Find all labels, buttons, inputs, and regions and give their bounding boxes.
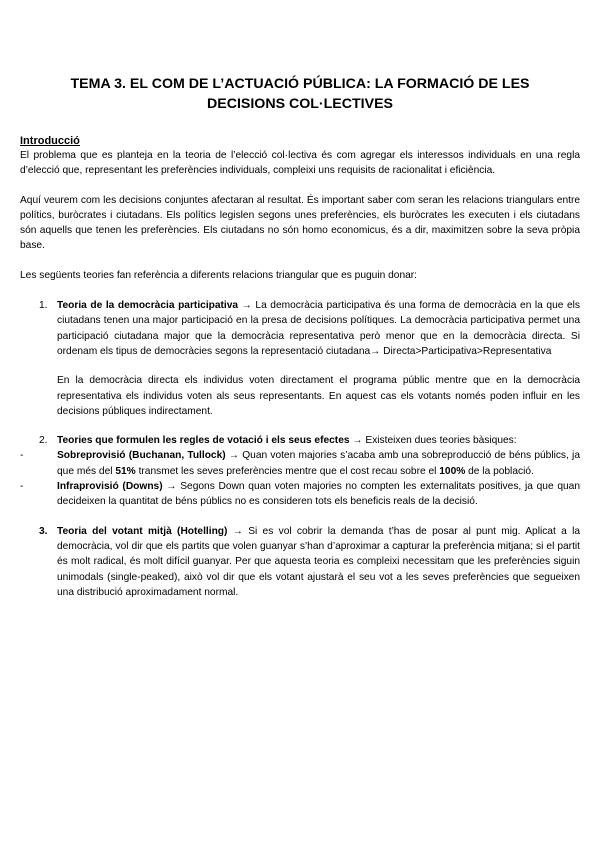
list-item-text: → Si es vol cobrir la demanda t’has de posar al punt mig. Aplicat a la democràcia, vol dir que els partits que volen guanyar s’han d’aproximar a capturar la preferència mitjana; si el partit és molt radical, és molt difícil guanyar. Per que aquesta teoria es compleixi necessitam que les preferències siguin unimodals (single-peaked), això vol dir que els votant ajustarà el seu vot a les seves preferències que segueixen una distribució aproximadament normal. bbox=[57, 525, 580, 598]
percentage-value: 100% bbox=[439, 465, 466, 477]
sublist-item-title: Infraprovisió (Downs) bbox=[57, 481, 163, 493]
sublist-item-text: → Segons Down quan voten majories no compten les externalitats positives, ja que quan decideixen la quantitat de béns públics no es consideren tots els beneficis reals de la decisió. bbox=[57, 481, 580, 508]
list-item-1 bbox=[20, 298, 580, 359]
sublist-item-sobreprovisio bbox=[20, 448, 580, 479]
list-item-text: → Existeixen dues teories bàsiques: bbox=[349, 435, 517, 447]
intro-paragraph-3: Les següents teories fan referència a diferents relacions triangular que es puguin donar: bbox=[20, 269, 417, 281]
list-item-3 bbox=[20, 524, 580, 600]
sublist-item-text: → Quan voten majories s’acaba amb una sobreproducció de béns públics, ja que més del bbox=[57, 450, 580, 477]
percentage-value: 51% bbox=[115, 465, 136, 477]
intro-paragraph-2: Aquí veurem com les decisions conjuntes afectaran al resultat. És important saber com seran les relacions triangulars entre polítics, buròcrates i ciutadans. Els polítics legislen segons unes preferències, els buròcrates les executen i els ciutadans són aquells que tenen les preferències. Els ciutadans no són homo economicus, és a dir, maximitzen sobre la seva pròpia base. bbox=[20, 194, 580, 252]
list-item-title: Teories que formulen les regles de votació i els seus efectes bbox=[57, 435, 350, 447]
document-body bbox=[20, 134, 580, 600]
list-item-2 bbox=[20, 433, 580, 448]
sublist-item-text: transmet les seves preferències mentre que el cost recau sobre el bbox=[135, 465, 440, 477]
list-item-title: Teoria del votant mitjà (Hotelling) bbox=[57, 525, 228, 537]
intro-paragraph-1: El problema que es planteja en la teoria de l’elecció col·lectiva és com agregar els interessos individuals en una regla d’elecció que, representant les preferències individuals, compleixi uns requisits de racionalitat i eficiència. bbox=[20, 150, 580, 177]
list-item-1-extra: En la democràcia directa els individus voten directament el programa públic mentre que en la democràcia representativa els individus voten als seus representants. En aquest cas els votants només poden influir en les decisions públiques indirectament. bbox=[57, 375, 580, 417]
list-number: 3. bbox=[39, 525, 48, 537]
sublist-item-title: Sobreprovisió (Buchanan, Tullock) bbox=[57, 450, 226, 462]
sublist-item-infraprovisio bbox=[20, 479, 580, 510]
page-title: TEMA 3. EL COM DE L’ACTUACIÓ PÚBLICA: LA FORMACIÓ DE LES DECISIONS COL·LECTIVES bbox=[70, 76, 530, 112]
section-heading-intro: Introducció bbox=[20, 135, 80, 147]
list-number: 2. bbox=[39, 435, 48, 447]
list-item-text: → La democràcia participativa és una forma de democràcia en la que els ciutadans tenen una major participació en la presa de decisions polítiques. La democràcia participativa permet una participació ciutadana major que la democràcia representativa però menor que en la democràcia directa. Si ordenam els tipus de democràcies segons la representació ciutadana→ Directa>Participativa>Representativa bbox=[57, 300, 580, 357]
list-number: 1. bbox=[39, 300, 48, 312]
list-dash: - bbox=[20, 481, 24, 493]
list-item-title: Teoria de la democràcia participativa bbox=[57, 300, 239, 312]
list-dash: - bbox=[20, 450, 24, 462]
sublist-item-text: de la població. bbox=[465, 465, 534, 477]
